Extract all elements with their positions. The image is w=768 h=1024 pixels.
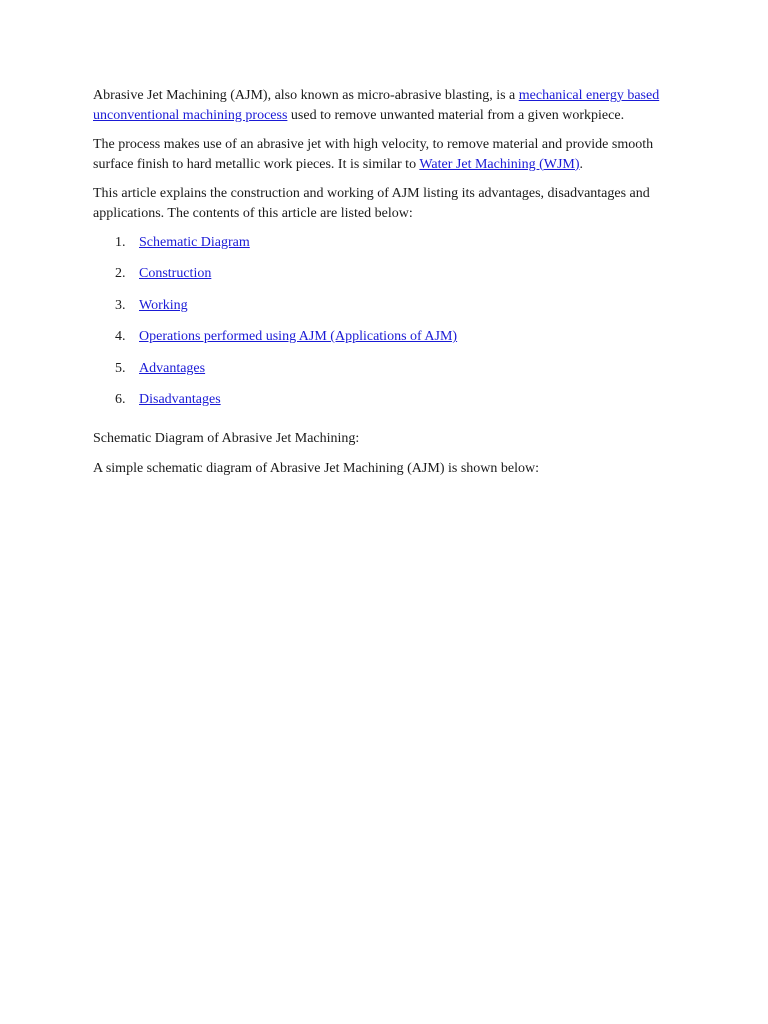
toc-item-number: 6. xyxy=(115,391,126,407)
toc-item-number: 2. xyxy=(115,266,126,282)
intro-paragraph xyxy=(93,86,673,125)
toc-link-schematic-diagram[interactable]: Schematic Diagram xyxy=(139,235,250,250)
intro-text-before: Abrasive Jet Machining (AJM), also known as micro-abrasive blasting, is a xyxy=(93,88,519,103)
toc-link-advantages[interactable]: Advantages xyxy=(139,360,206,376)
process-text-after: . xyxy=(579,156,584,172)
link-mechanical-energy-based[interactable]: mechanical energy based xyxy=(518,88,660,103)
toc-item xyxy=(93,327,673,358)
toc-item-number: 1. xyxy=(115,235,126,250)
toc-item xyxy=(93,390,673,421)
process-paragraph xyxy=(93,135,673,174)
schematic-heading: Schematic Diagram of Abrasive Jet Machining: xyxy=(93,431,360,447)
intro-text-after: used to remove unwanted material from a given workpiece. xyxy=(287,107,625,123)
article-overview-paragraph: This article explains the construction and working of AJM listing its advantages, disadvantages and applications. The contents of this article are listed below: xyxy=(93,186,650,221)
toc-link-working[interactable]: Working xyxy=(139,297,188,313)
toc-item xyxy=(93,296,673,327)
toc-item xyxy=(93,233,673,264)
toc-item-number: 3. xyxy=(115,297,126,313)
toc-link-disadvantages[interactable]: Disadvantages xyxy=(139,391,221,407)
link-water-jet-machining[interactable]: Water Jet Machining (WJM) xyxy=(419,156,580,172)
toc-item xyxy=(93,359,673,390)
schematic-intro-paragraph: A simple schematic diagram of Abrasive Jet Machining (AJM) is shown below: xyxy=(93,460,539,476)
toc-item xyxy=(93,264,673,295)
process-text-before: The process makes use of an abrasive jet with high velocity, to remove material and provide smooth surface finish to hard metallic work pieces. It is similar to xyxy=(93,137,654,172)
toc-link-operations[interactable]: Operations performed using AJM (Applications of AJM) xyxy=(139,329,458,345)
toc-item-number: 5. xyxy=(115,360,126,376)
table-of-contents xyxy=(93,233,673,421)
toc-link-construction[interactable]: Construction xyxy=(139,266,212,282)
document-page xyxy=(93,86,673,488)
link-unconventional-machining-process[interactable]: unconventional machining process xyxy=(93,107,288,123)
toc-item-number: 4. xyxy=(115,329,126,345)
